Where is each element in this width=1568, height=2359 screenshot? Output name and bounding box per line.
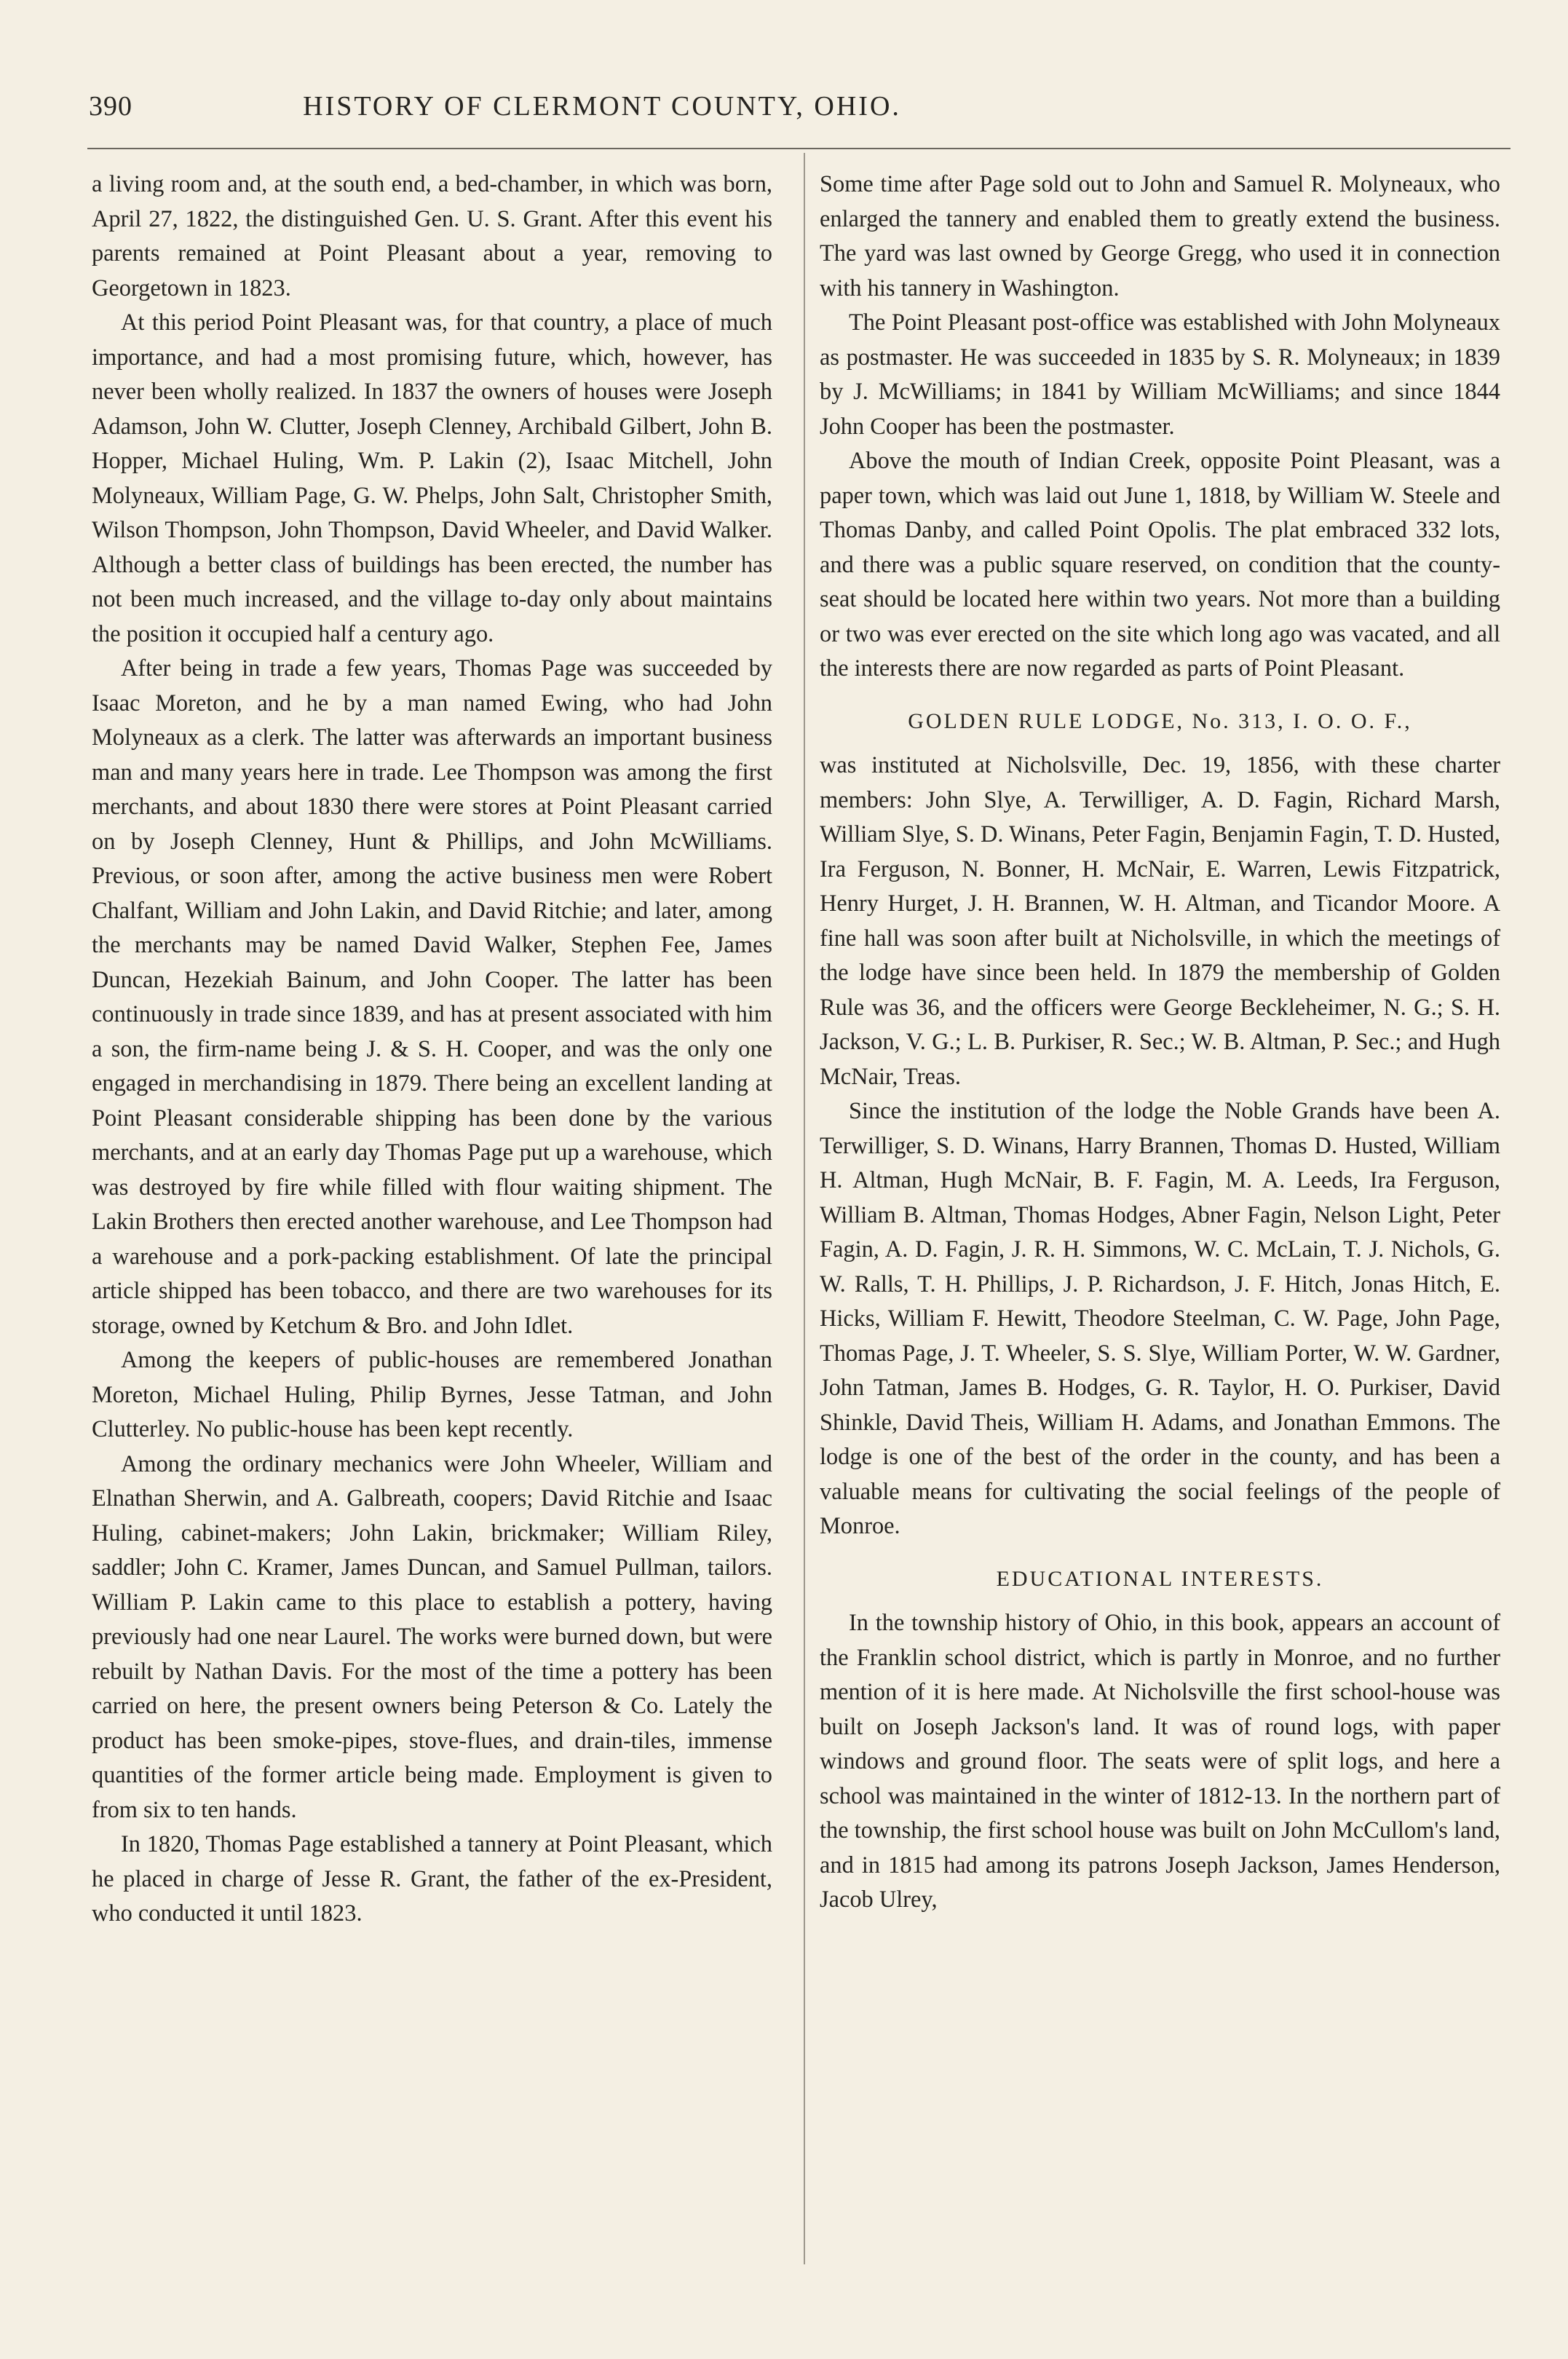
- paragraph: In 1820, Thomas Page established a tannery at Point Pleasant, which he placed in charge of Jesse R. Grant, the father of the ex-President, who conducted it until 1823.: [92, 1831, 772, 1927]
- left-column: [92, 167, 772, 1932]
- paragraph: Above the mouth of Indian Creek, opposite Point Pleasant, was a paper town, which was laid out June 1, 1818, by William W. Steele and Thomas Danby, and called Point Opolis. The plat embraced 332 lots, and there was a public square reserved, on condition that the county-seat should be located here within two years. Not more than a building or two was ever erected on the site which long ago was vacated, and all the interests there are now regarded as parts of Point Pleasant.: [820, 448, 1500, 681]
- paragraph: was instituted at Nicholsville, Dec. 19, 1856, with these charter members: John Slye, A. Terwilliger, A. D. Fagin, Richard Marsh, William Slye, S. D. Winans, Peter Fagin, Benjamin Fagin, T. D. Husted, Ira Ferguson, N. Bonner, H. McNair, E. Warren, Lewis Fitzpatrick, Henry Hurget, J. H. Brannen, W. H. Altman, and Ticandor Moore. A fine hall was soon after built at Nicholsville, in which the meetings of the lodge have since been held. In 1879 the membership of Golden Rule was 36, and the officers were George Beckleheimer, N. G.; S. H. Jackson, V. G.; L. B. Purkiser, R. Sec.; W. B. Altman, P. Sec.; and Hugh McNair, Treas.: [820, 752, 1500, 1090]
- paragraph: At this period Point Pleasant was, for that country, a place of much importance, and had a most promising future, which, however, has never been wholly realized. In 1837 the owners of houses were Joseph Adamson, John W. Clutter, Joseph Clenney, Archibald Gilbert, John B. Hopper, Michael Huling, Wm. P. Lakin (2), Isaac Mitchell, John Molyneaux, William Page, G. W. Phelps, John Salt, Christopher Smith, Wilson Thompson, John Thompson, David Wheeler, and David Walker. Although a better class of buildings has been erected, the number has not been much increased, and the village to-day only about maintains the position it occupied half a century ago.: [92, 309, 772, 647]
- paragraph: Among the keepers of public-houses are remembered Jonathan Moreton, Michael Huling, Philip Byrnes, Jesse Tatman, and John Clutterley. No public-house has been kept recently.: [92, 1347, 772, 1442]
- paragraph: Since the institution of the lodge the Noble Grands have been A. Terwilliger, S. D. Winans, Harry Brannen, Thomas D. Husted, William H. Altman, Hugh McNair, B. F. Fagin, M. A. Leeds, Ira Ferguson, William B. Altman, Thomas Hodges, Abner Fagin, Nelson Light, Peter Fagin, A. D. Fagin, J. R. H. Simmons, W. C. McLain, T. J. Nichols, G. W. Ralls, T. H. Phillips, J. P. Richardson, J. F. Hitch, Jonas Hitch, E. Hicks, William F. Hewitt, Theodore Steelman, C. W. Page, John Page, Thomas Page, J. T. Wheeler, S. S. Slye, William Porter, W. W. Gardner, John Tatman, James B. Hodges, G. R. Taylor, H. O. Purkiser, David Shinkle, David Theis, William H. Adams, and Jonathan Emmons. The lodge is one of the best of the order in the county, and has been a valuable means for cultivating the social feelings of the people of Monroe.: [820, 1098, 1500, 1539]
- section-heading-education: EDUCATIONAL INTERESTS.: [996, 1566, 1324, 1591]
- column-divider: [804, 153, 805, 2264]
- running-title: HISTORY OF CLERMONT COUNTY, OHIO.: [303, 91, 901, 122]
- paragraph: After being in trade a few years, Thomas Page was succeeded by Isaac Moreton, and he by a man named Ewing, who had John Molyneaux as a clerk. The latter was afterwards an important business man and many years here in trade. Lee Thompson was among the first merchants, and about 1830 there were stores at Point Pleasant carried on by Joseph Clenney, Hunt & Phillips, and John McWilliams. Previous, or soon after, among the active business men were Robert Chalfant, William and John Lakin, and David Ritchie; and later, among the merchants may be named David Walker, Stephen Fee, James Duncan, Hezekiah Bainum, and John Cooper. The latter has been continuously in trade since 1839, and has at present associated with him a son, the firm-name being J. & S. H. Cooper, and was the only one engaged in merchandising in 1879. There being an excellent landing at Point Pleasant considerable shipping has been done by the various merchants, and at an early day Thomas Page put up a warehouse, which was destroyed by fire while filled with flour waiting shipment. The Lakin Brothers then erected another warehouse, and Lee Thompson had a warehouse and a pork-packing establishment. Of late the principal article shipped has been tobacco, and there are two warehouses for its storage, owned by Ketchum & Bro. and John Idlet.: [92, 655, 772, 1339]
- right-column: [820, 167, 1500, 1918]
- paragraph: In the township history of Ohio, in this book, appears an account of the Franklin school district, which is partly in Monroe, and no further mention of it is here made. At Nicholsville the first school-house was built on Joseph Jackson's land. It was of round logs, with paper windows and ground floor. The seats were of split logs, and here a school was maintained in the winter of 1812-13. In the northern part of the township, the first school house was built on John McCullom's land, and in 1815 had among its patrons Joseph Jackson, James Henderson, Jacob Ulrey,: [820, 1610, 1500, 1913]
- paragraph: Some time after Page sold out to John and Samuel R. Molyneaux, who enlarged the tannery and enabled them to greatly extend the business. The yard was last owned by George Gregg, who used it in connection with his tannery in Washington.: [820, 171, 1500, 301]
- paragraph: a living room and, at the south end, a bed-chamber, in which was born, April 27, 1822, the distinguished Gen. U. S. Grant. After this event his parents remained at Point Pleasant about a year, removing to Georgetown in 1823.: [92, 171, 772, 301]
- page-number: 390: [89, 91, 132, 122]
- paragraph: The Point Pleasant post-office was established with John Molyneaux as postmaster. He was succeeded in 1835 by S. R. Molyneaux; in 1839 by J. McWilliams; in 1841 by William McWilliams; and since 1844 John Cooper has been the postmaster.: [820, 309, 1500, 440]
- section-heading-lodge: GOLDEN RULE LODGE, No. 313, I. O. O. F.,: [908, 708, 1412, 733]
- paragraph: Among the ordinary mechanics were John Wheeler, William and Elnathan Sherwin, and A. Galbreath, coopers; David Ritchie and Isaac Huling, cabinet-makers; John Lakin, brickmaker; William Riley, saddler; John C. Kramer, James Duncan, and Samuel Pullman, tailors. William P. Lakin came to this place to establish a pottery, having previously had one near Laurel. The works were burned down, but were rebuilt by Nathan Davis. For the most of the time a pottery has been carried on here, the present owners being Peterson & Co. Lately the product has been smoke-pipes, stove-flues, and drain-tiles, immense quantities of the former article being made. Employment is given to from six to ten hands.: [92, 1450, 772, 1823]
- page-header: [89, 86, 1115, 130]
- header-rule: [87, 148, 1510, 149]
